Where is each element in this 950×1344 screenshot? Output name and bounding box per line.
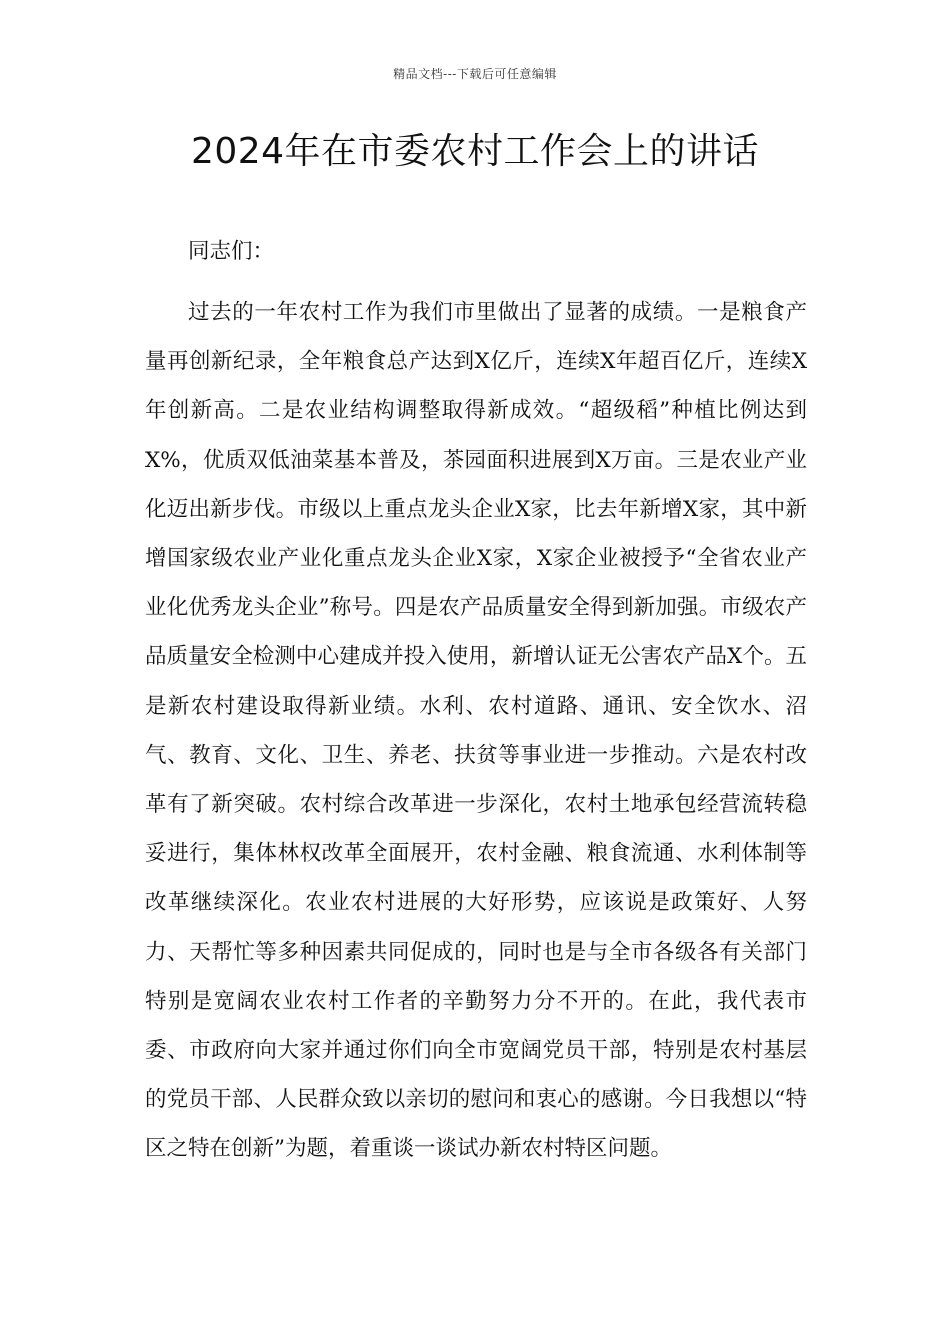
header-note: 精品文档---下载后可任意编辑 xyxy=(393,67,557,81)
document-body xyxy=(145,227,807,1174)
document-title: 2024年在市委农村工作会上的讲话 xyxy=(190,131,760,172)
body-paragraph: 过去的一年农村工作为我们市里做出了显著的成绩。一是粮食产量再创新纪录，全年粮食总产达到X亿斤，连续X年超百亿斤，连续X年创新高。二是农业结构调整取得新成效。“超级稻”种植比例达到X%，优质双低油菜基本普及，茶园面积进展到X万亩。三是农业产业化迈出新步伐。市级以上重点龙头企业X家，比去年新增X家，其中新增国家级农业产业化重点龙头企业X家，X家企业被授予“全省农业产业化优秀龙头企业”称号。四是农产品质量安全得到新加强。市级农产品质量安全检测中心建成并投入使用，新增认证无公害农产品X个。五是新农村建设取得新业绩。水利、农村道路、通讯、安全饮水、沼气、教育、文化、卫生、养老、扶贫等事业进一步推动。六是农村改革有了新突破。农村综合改革进一步深化，农村土地承包经营流转稳妥进行，集体林权改革全面展开，农村金融、粮食流通、水利体制等改革继续深化。农业农村进展的大好形势，应该说是政策好、人努力、天帮忙等多种因素共同促成的，同时也是与全市各级各有关部门特别是宽阔农业农村工作者的辛勤努力分不开的。在此，我代表市委、市政府向大家并通过你们向全市宽阔党员干部，特别是农村基层的党员干部、人民群众致以亲切的慰问和衷心的感谢。今日我想以“特区之特在创新”为题，着重谈一谈试办新农村特区问题。 xyxy=(145,300,807,1162)
salutation: 同志们： xyxy=(188,239,275,264)
